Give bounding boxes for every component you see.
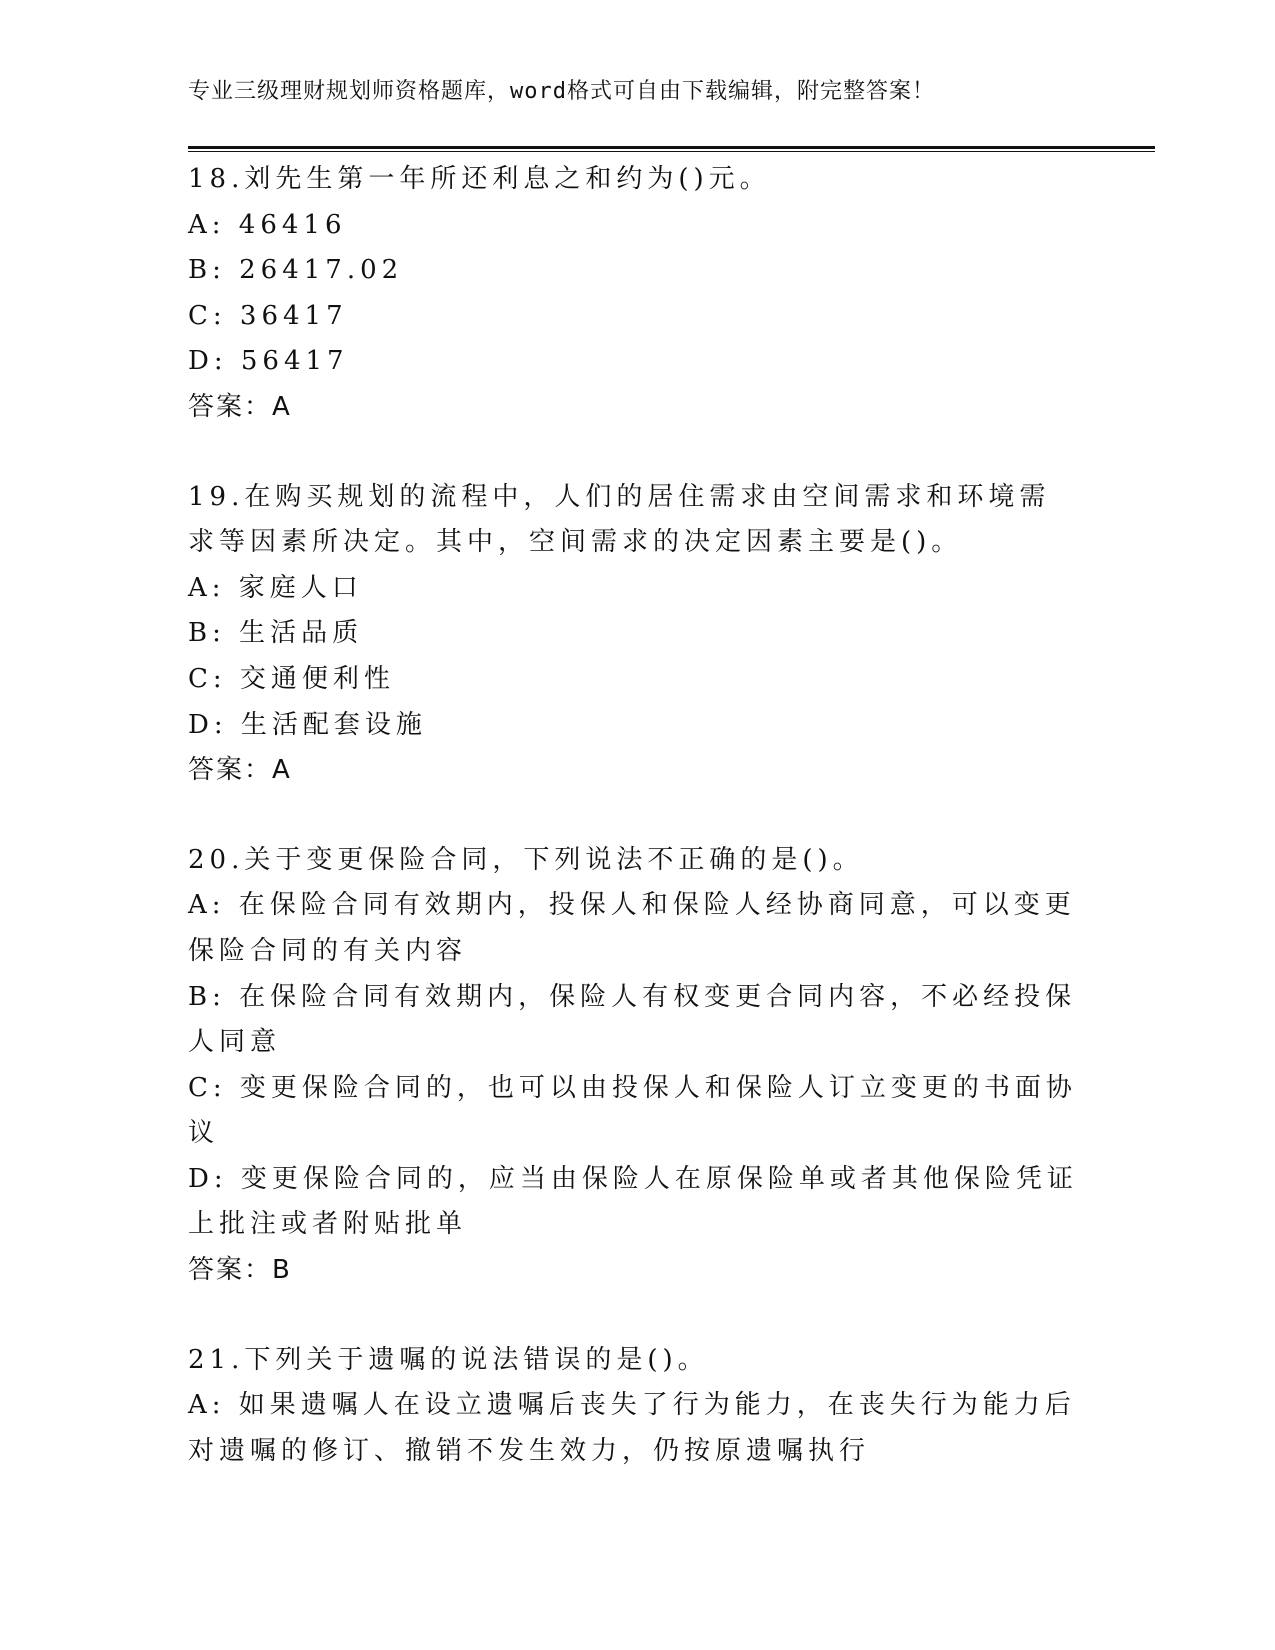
question-21 <box>188 1338 1078 1475</box>
question-stem: 18.刘先生第一年所还利息之和约为()元。 <box>188 164 771 194</box>
option-a: A: 如果遗嘱人在设立遗嘱后丧失了行为能力，在丧失行为能力后对遗嘱的修订、撤销不发生效力，仍按原遗嘱执行 <box>188 1390 1076 1466</box>
option-b: B: 26417.02 <box>188 255 404 286</box>
question-20 <box>188 838 1078 1294</box>
question-stem: 20.关于变更保险合同，下列说法不正确的是()。 <box>188 844 864 875</box>
question-stem: 21.下列关于遗嘱的说法错误的是()。 <box>188 1344 709 1375</box>
answer-label: 答案：A <box>188 755 292 786</box>
option-b: B: 生活品质 <box>188 618 364 649</box>
option-a: A: 在保险合同有效期内，投保人和保险人经协商同意，可以变更保险合同的有关内容 <box>188 890 1076 966</box>
option-c: C: 36417 <box>188 300 348 331</box>
answer-label: 答案：B <box>188 1255 292 1286</box>
option-c: C: 交通便利性 <box>188 663 395 694</box>
option-d: D: 56417 <box>188 346 349 377</box>
question-19 <box>188 475 1078 794</box>
question-18 <box>188 157 1078 431</box>
option-c: C: 变更保险合同的，也可以由投保人和保险人订立变更的书面协议 <box>188 1072 1077 1149</box>
option-a: A: 46416 <box>188 209 347 240</box>
option-a: A: 家庭人口 <box>188 572 363 603</box>
question-stem: 19.在购买规划的流程中，人们的居住需求由空间需求和环境需求等因素所决定。其中，空间需求的决定因素主要是()。 <box>188 481 1051 558</box>
option-b: B: 在保险合同有效期内，保险人有权变更合同内容，不必经投保人同意 <box>188 981 1077 1058</box>
option-d: D: 变更保险合同的，应当由保险人在原保险单或者其他保险凭证上批注或者附贴批单 <box>188 1163 1078 1240</box>
page-header: 专业三级理财规划师资格题库，word格式可自由下载编辑，附完整答案！ <box>188 79 935 104</box>
option-d: D: 生活配套设施 <box>188 709 427 740</box>
header-divider <box>188 146 1155 149</box>
question-list <box>188 157 1078 1518</box>
answer-label: 答案：A <box>188 391 292 422</box>
